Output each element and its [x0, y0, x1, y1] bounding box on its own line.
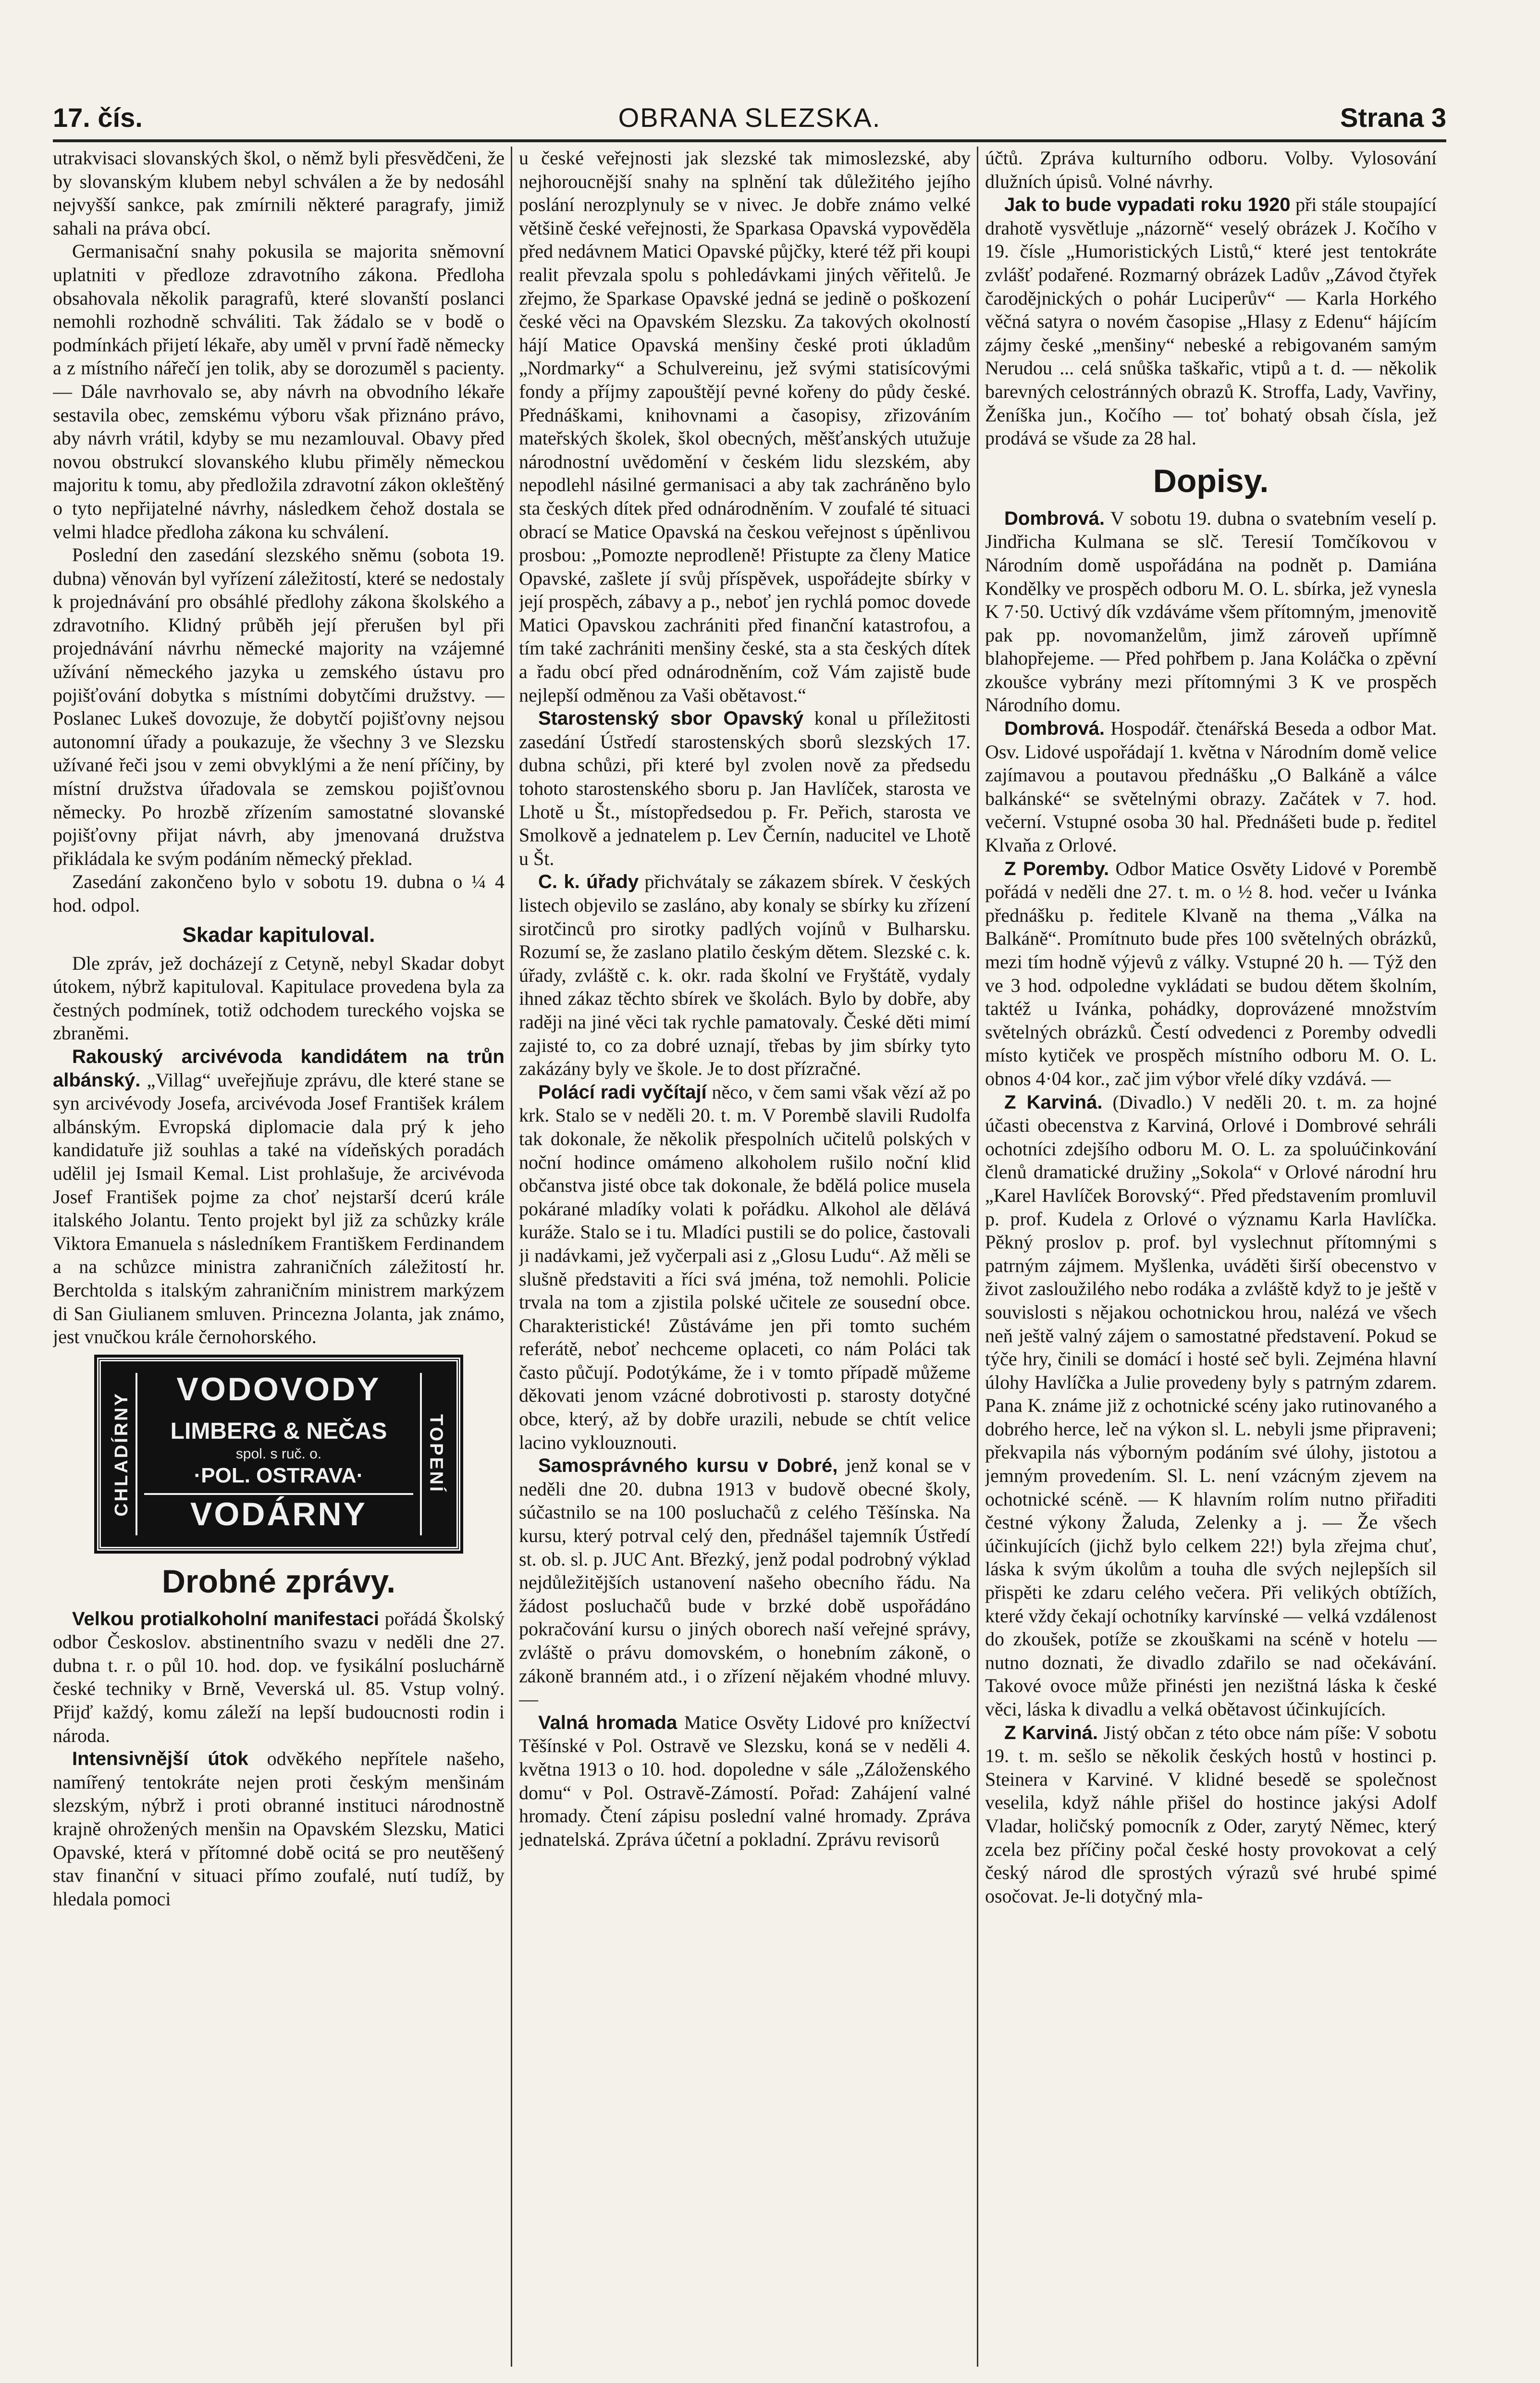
letter-place: Z Karviná.	[1004, 1722, 1098, 1743]
letter-item	[985, 857, 1437, 1091]
ad-footer: VODÁRNY	[144, 1493, 413, 1533]
letter-item	[985, 1091, 1437, 1721]
column-2	[519, 147, 971, 2367]
article-heading: Skadar kapituloval.	[182, 923, 375, 947]
letter-body: Odbor Matice Osvěty Lidové v Porembě pořádá v neděli dne 27. t. m. o ½ 8. hod. večer u Ivánka přednášku p. ředitele Klvaně na thema „Válka na Balkáně“. Promítnuto bude přes 100 světelných obrázků, mezi tím hodně výjevů z války. Vstupné 20 h. — Týž den ve 3 hod. odpoledne vykládati se budou dětem školním, taktéž u Ivánka, pohádky, doprovázené množstvím světelných obrázků. Čestí odvedenci z Poremby odvedli místo kytiček ve prospěch místního odboru M. O. L. obnos 4·04 kor., zač jim výbor vřelé díky vzdává. —	[985, 857, 1437, 1089]
article-text: Germanisační snahy pokusila se majorita sněmovní uplatniti v předloze zdravotního zákona. Předloha obsahovala několik paragrafů, které slovanští poslanci nemohli rozhodně schváliti. Tak žádalo se v bodě o podmínkách přijetí lékaře, aby uměl v první řadě německy a z místního nářečí jen tolik, aby se dorozuměl s pacienty. — Dále navrhovalo se, aby návrh na obvodního lékaře sestavila obec, zemskému výboru však přiznáno právo, aby návrh vrátil, kdyby se mu nezamlouval. Obavy před novou obstrukcí slovanského klubu přiměly německou majoritu k tomu, aby předložila zdravotní zákon okleštěný o tyto nepřijatelné návrhy, následkem čehož dostala se velmi hladce předloha zákona ku schválení.	[53, 240, 505, 543]
letter-body: Hospodář. čtenářská Beseda a odbor Mat. Osv. Lidové uspořádají 1. května v Národním domě velice zajímavou a poutavou přednášku „O Balkáně a válce balkánské“ se světelnými obrazy. Začátek v 7. hod. večerní. Vstupné osoba 30 hal. Přednášeti bude p. ředitel Klvaňa z Orlové.	[985, 717, 1437, 856]
column-divider	[511, 147, 512, 2367]
news-lead: Polácí radi vyčítají	[538, 1081, 707, 1103]
ad-firm-name: LIMBERG & NEČAS	[170, 1418, 387, 1444]
column-divider	[977, 147, 978, 2367]
news-lead: Valná hromada	[538, 1712, 678, 1733]
article-text: u české veřejnosti jak slezské tak mimoslezské, aby nejhoroucnější snahy na splnění tak důležitého jejího poslání nerozplynuly se v nivec. Je dobře známo velké většině české veřejnosti, že Sparkasa Opavská vypověděla před nedávnem Matici Opavské půjčky, které též při koupi realit převzala spolu s pohledávkami jiných věřitelů. Je zřejmo, že Sparkase Opavské jedná se jedině o poškození české věci na Opavském Slezsku. Za takových okolností hájí Matice Opavská menšiny české proti úkladům „Nordmarky“ a Schulvereinu, jež svými statisícovými fondy a příjmy zapouštějí pevné kořeny do půdy české. Přednáškami, knihovnami a časopisy, zřizováním mateřských školek, škol obecných, měšťanských utužuje národnostní uvědomění v českém lidu slezském, aby nepodlehl násilné germanisaci a aby tak zachráněno bylo sta českých dítek před odnárodněním. V zoufalé té situaci obrací se Matice Opavská na českou veřejnost s úpěnlivou prosbou: „Pomozte neprodleně! Přistupte za členy Matice Opavské, zašlete jí svůj příspěvek, uspořádejte sbírky v její prospěch, zábavy a p., neboť jen rychlá pomoc dovede Matici Opavskou zachrániti před finanční katastrofou, a tím také zachrániti menšiny české, sta a sta českých dítek a řadu obcí před odnárodněním, což Vám zajistě bude nejlepší odměnou za Vaši obětavost.“	[519, 147, 971, 706]
news-item	[53, 1607, 505, 1748]
letter-place: Z Poremby.	[1004, 858, 1109, 879]
news-lead: Rakouský arcivévoda kandidátem na trůn albánský.	[53, 1046, 505, 1091]
article-text: Poslední den zasedání slezského sněmu (sobota 19. dubna) věnován byl vyřízení záležitostí, které se nedostaly k projednávání pro obsáhlé předlohy zákona školského a zdravotního. Klidný průběh její přerušen byl při projednávání návrhu německé majority na vzájemné užívání německého jazyka u zemského ústavu pro pojišťování dobytka s místními dobytčími družstvy. — Poslanec Lukeš dovozuje, že dobytčí pojišťovny nejsou autonomní úřady a poukazuje, že všechny 3 ve Slezsku užívané řeči jsou v zemi obvyklými a že není příčiny, by místní družstva úřadovala se zemskou pojišťovnou německy. Po hrozbě zřízením samostatné slovanské pojišťovny přijat návrh, aby jmenovaná družstva přikládala ke svým podáním německý překlad.	[53, 544, 505, 869]
news-lead: C. k. úřady	[538, 871, 639, 893]
ad-firm-type: spol. s ruč. o.	[235, 1445, 322, 1462]
news-lead: Jak to bude vypadati roku 1920	[1004, 194, 1291, 216]
news-body: pořádá Školský odbor Českoslov. abstinentního svazu v neděli dne 27. dubna t. r. o půl 10. hod. dop. ve fysikální posluchárně české techniky v Brně, Veverská ul. 85. Vstup volný. Přijď každý, komu záleží na lepší budoucnosti rodin i národa.	[53, 1607, 505, 1746]
news-body: Matice Osvěty Lidové pro knížectví Těšínské v Pol. Ostravě ve Slezsku, koná se v neděli 4. května 1913 o 10. hod. dopoledne v sále „Záloženského domu“ v Pol. Ostravě-Zámostí. Pořad: Zahájení valné hromady. Čtení zápisu poslední valné hromady. Zpráva jednatelská. Zpráva účetní a pokladní. Zprávu revisorů	[519, 1711, 971, 1850]
news-lead: Intensivnější útok	[72, 1748, 248, 1770]
news-item	[519, 707, 971, 870]
column-1	[53, 147, 505, 2367]
section-heading: Dopisy.	[1153, 462, 1269, 499]
article-text: účtů. Zpráva kulturního odboru. Volby. Vylosování dlužních úpisů. Volné návrhy.	[985, 147, 1437, 192]
news-item	[519, 1454, 971, 1711]
news-lead: Starostenský sbor Opavský	[538, 708, 804, 729]
ad-center	[144, 1370, 413, 1538]
ad-city: ·POL. OSTRAVA·	[194, 1463, 364, 1487]
news-item	[53, 1747, 505, 1911]
news-body: „Villag“ uveřejňuje zprávu, dle které stane se syn arcivévody Josefa, arcivévoda Josef František králem albánským. Evropská diplomacie dala prý k jeho kandidatuře již souhlas a také na vídeňských poradách udělil jej Ismail Kemal. List prohlašuje, že arcivévoda Josef František pojme za choť nejstarší dcerú krále italského Jolantu. Tento projekt byl již za schůzky krále Viktora Emanuela s následníkem Františkem Ferdinandem a na schůzce ministra zahraničních záležitostí hr. Berchtolda s italským zahraničním ministrem markýzem di San Giulianem smluven. Princezna Jolanta, jak známo, jest vnučkou krále černohorského.	[53, 1069, 505, 1348]
issue-number: 17. čís.	[53, 102, 143, 133]
news-body: přichvátaly se zákazem sbírek. V českých listech objevilo se zasláno, aby konaly se sbírky ku zřízení sirotčinců pro sirotky padlých vojínů v Bulharsku. Rozumí se, že zaslano platilo českým dětem. Slezské c. k. úřady, zvláště c. k. okr. rada školní ve Fryštátě, vydaly ihned zákaz těchto sbírek ve školách. Bylo by dobře, aby raději na jiné věci tak rychle pamatovaly. České děti mimí zajisté to, co za dobré uznají, třebas by jim sbírky tyto zakázány byly ve škole. Je to dost přízračné.	[519, 871, 971, 1080]
page-number: Strana 3	[1340, 102, 1446, 133]
news-lead: Samosprávného kursu v Dobré,	[538, 1455, 838, 1477]
letter-place: Dombrová.	[1004, 718, 1105, 740]
news-body: při stále stoupající drahotě vysvětluje „názorně“ veselý obrázek J. Kočího v 19. čísle „Humoristických Listů,“ které jest tentokráte zvlášť podařené. Rozmarný obrázek Ladův „Závod čtyřek čarodějnických o pohár Luciperův“ — Karla Horkého věčná satyra o novém časopise „Hlasy z Edenu“ hájícím zájmy české „menšiny“ nebeské a rebigovaném samým Nerudou ... celá snůška taškařic, vtipů a t. d. — několik barevných celostránných obrazů K. Stroffa, Lady, Vavřiny, Ženíška jun., Kočího — toť bohatý obsah čísla, jež prodává se všude za 28 hal.	[985, 194, 1437, 449]
article-text: utrakvisaci slovanských škol, o němž byli přesvědčeni, že by slovanským klubem nebyl schválen a že by nedosáhl nejvyšší sankce, pak zmírnili některé paragrafy, jimiž sahali na práva obcí.	[53, 147, 505, 239]
letter-place: Dombrová.	[1004, 507, 1105, 529]
ad-headline: VODOVODY	[176, 1371, 381, 1408]
news-body: odvěkého nepřítele našeho, namířený tentokráte nejen proti českým menšinám slezským, nýbrž i proti obranné instituci národnostně krajně ohrožených menšin na Opavském Slezsku, Matici Opavské, která v přítomné době ocitá se pro neutěšený stav finanční v situaci přímo zoufalé, nutí tudíž, by hledala pomoci	[53, 1748, 505, 1910]
news-lead: Velkou protialkoholní manifestaci	[72, 1608, 379, 1630]
letter-place: Z Karviná.	[1004, 1091, 1103, 1113]
letter-body: (Divadlo.) V neděli 20. t. m. za hojné účasti obecenstva z Karviná, Orlové i Dombrové sehráli ochotníci zdejšího odboru M. O. L. za spoluúčinkování členů dramatické družiny „Sokola“ v Orlové národní hru „Karel Havlíček Borovský“. Před představením promluvil p. prof. Kudela z Orlové o významu Karla Havlíčka. Pěkný proslov p. prof. byl vyslechnut přítomnými s patrným zájmem. Myšlenka, uváděti širší obecenstvo v život zasloužilého nebo rodáka a zvláště když to je ještě v souvislosti s nějakou ochotnickou hrou, nalézá ve všech neň ještě valný zájem o samostatné představení. Pokud se týče hry, činili se domácí i hosté seč byli. Zejména hlavní úlohy Havlíčka a Julie provedeny byly s patrným zdarem. Pana K. známe již z ochotnické scény jako rutinovaného a dobrého herce, leč na výkon sl. L. nebyli jsme připraveni; překvapila nás výborným podáním své úlohy, jistotou a jemným provedením. Sl. L. není vzácným zjevem na ochotnické scéně. — K hlavním rolím nutno přiřaditi čestné výkony Žaluda, Zelenky a j. — Že všech účinkujících (jichž bylo celkem 22!) byla zřejma chuť, láska k svým úkolům a touha dle svých nejlepších sil přispěti ke zdaru celého večera. Při velikých obtížích, které vždy čekají ochotníky karvínské — velká vzdálenost do zkoušek, potíže se zkouškami na scéně v hotelu — nutno doznati, že divadlo zdařilo se nad očekávání. Takové ovoce může přinésti jen nezištná láska k české věci, láska k divadlu a velká obětavost účinkujících.	[985, 1091, 1437, 1720]
news-item	[519, 870, 971, 1080]
news-item	[985, 193, 1437, 450]
news-body: jenž konal se v neděli dne 20. dubna 1913 v budově obecné školy, súčastnilo se na 100 posluchačů z celého Těšínska. Na kursu, který potrval celý den, přednášel tajemník Ústředí st. ob. sl. p. JUC Ant. Březký, jenž podal podrobný výklad nejdůležitějších ustanovení našeho obecního řádu. Na žádost posluchačů bude v brzké době uspořádáno pokračování kursu o jiných oborech naší veřejné správy, zvláště o právu domovském, o honebním zákoně, o zákoně branném atd., i o zřízení nějakém vhodné mluvy. —	[519, 1455, 971, 1710]
ad-side-label: TOPENÍ	[420, 1373, 450, 1535]
letter-item	[985, 717, 1437, 857]
letter-body: Jistý občan z této obce nám píše: V sobotu 19. t. m. sešlo se několik českých hostů v hostinci p. Steinera v Karviné. V klidné besedě se společnost veselila, když náhle přišel do hostince jakýsi Adolf Vladar, holičský pomocník z Oder, zarytý Němec, který zcela bez příčiny počal české hosty provokovat a celý český národ dle sprostých výrazů své hrubé spimé osočovat. Je-li dotyčný mla-	[985, 1721, 1437, 1907]
news-body: něco, v čem sami však vězí až po krk. Stalo se v neděli 20. t. m. V Porembě slavili Rudolfa tak dokonale, že několik přespolních učitelů polských v noční hodince omámeno alkoholem rušilo noční klid občanstva jisté obce tak dokonale, že bdělá police musela pokárané mladíky volati k pořádku. Alkohol ale dělává kuráže. Stalo se i tu. Mladíci pustili se do police, častovali ji nadávkami, jež vyčerpali asi z „Glosu Ludu“. Až měli se slušně představiti a říci svá jména, tož nemohli. Policie trvala na tom a zjistila polské učitele ze sousední obce. Charakteristické! Zůstáváme jen při tomto suchém referátě, neboť nechceme oplaceti, co nám Poláci tak často půčují. Podotýkáme, že i v tomto případě můžeme děkovati jenom vzácné dobrotivosti p. starosty dotyčné obce, který, až by dobře urazili, nebude se chtít velice lacino vyklouznouti.	[519, 1081, 971, 1453]
news-item	[53, 1045, 505, 1349]
letter-body: V sobotu 19. dubna o svatebním veselí p. Jindřicha Kulmana se slč. Teresií Tomčíkovou v Národním domě uspořádána na podnět p. Damiána Kondělky ve prospěch odboru M. O. L. sbírka, jež vynesla K 7·50. Uctivý dík vzdáváme všem přítomným, jmenovitě pak pp. novomanželům, jimž zároveň upřímně blahopřejeme. — Před pohřbem p. Jana Koláčka o zpěvní zkoušce vybrány mezi přítomnými 3 K ve prospěch Národního domu.	[985, 507, 1437, 716]
page-header	[53, 96, 1446, 142]
ad-side-label: CHLADÍRNY	[108, 1373, 137, 1535]
letter-item	[985, 1721, 1437, 1908]
news-item	[519, 1711, 971, 1852]
column-3	[985, 147, 1437, 2367]
letter-item	[985, 507, 1437, 717]
masthead-title: OBRANA SLEZSKA.	[618, 102, 881, 133]
advertisement	[97, 1358, 460, 1551]
news-body: konal u příležitosti zasedání Ústředí starostenských sborů slezských 17. dubna schůzi, při které byl zvolen nově za předsedu tohoto starostenského sboru p. Jan Havlíček, starosta ve Lhotě u Št., místopředsedou p. Fr. Peřich, starosta ve Smolkově a jednatelem p. Lev Černín, naducitel ve Lhotě u Št.	[519, 707, 971, 869]
article-text: Zasedání zakončeno bylo v sobotu 19. dubna o ¼ 4 hod. odpol.	[53, 871, 505, 916]
section-heading: Drobné zprávy.	[161, 1563, 396, 1600]
news-item	[519, 1081, 971, 1455]
article-text: Dle zpráv, jež docházejí z Cetyně, nebyl Skadar dobyt útokem, nýbrž kapituloval. Kapitulace provedena byla za čestných podmínek, totiž odchodem tureckého vojska se zbraněmi.	[53, 952, 505, 1044]
